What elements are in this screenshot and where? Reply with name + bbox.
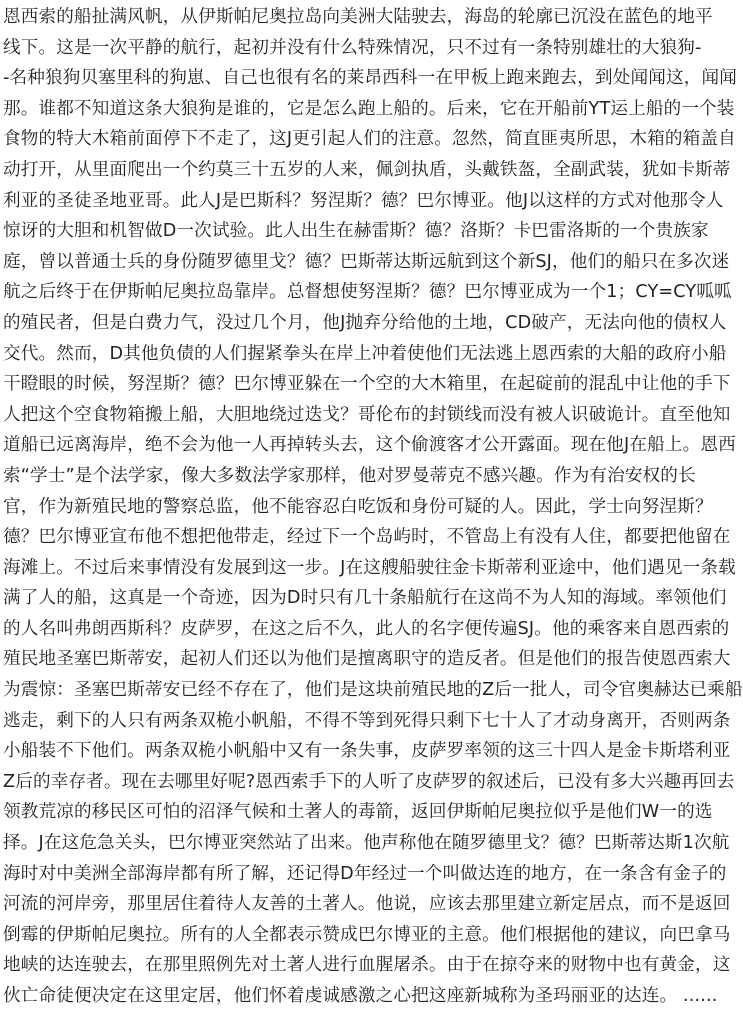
text-line: 动打开，从里面爬出一个约莫三十五岁的人来，佩剑执盾，头戴铁盔，全副武装，犹如卡斯蒂 bbox=[3, 159, 731, 180]
text-line: 择。J在这危急关头，巴尔博亚突然站了出来。他声称他在随罗德里戈？德？巴斯蒂达斯1次航 bbox=[3, 833, 730, 854]
text-line: 恩西索的船扯满风帆，从伊斯帕尼奥拉岛向美洲大陆驶去，海岛的轮廓已沉没在蓝色的地平 bbox=[3, 7, 713, 27]
text-line: 航之后终于在伊斯帕尼奥拉岛靠岸。总督想使努涅斯？德？巴尔博亚成为一个1；CY=CY呱呱 bbox=[3, 282, 732, 303]
text-line: 海时对中美洲全部海岸都有所了解，还记得D年经过一个叫做达连的地方，在一条含有金子的 bbox=[3, 863, 727, 884]
text-line: -名种狼狗贝塞里科的狗崽、自己也很有名的莱昂西科一在甲板上跑来跑去，到处闻闻这，闻闻 bbox=[3, 68, 737, 89]
text-line: 干瞪眼的时候，努涅斯？德？巴尔博亚躲在一个空的大木箱里，在起碇前的混乱中让他的手下 bbox=[3, 374, 731, 395]
text-line: Z后的幸存者。现在去哪里好呢?恩西索手下的人听了皮萨罗的叙述后，已没有多大兴趣再回去 bbox=[3, 771, 735, 792]
text-line: 地峡的达连驶去，在那里照例先对土著人进行血腥屠杀。由于在掠夺来的财物中也有黄金，这 bbox=[3, 955, 731, 976]
text-line: 庭，曾以普通士兵的身份随罗德里戈？德？巴斯蒂达斯远航到这个新SJ，他们的船只在多次迷 bbox=[3, 251, 730, 272]
text-line: 利亚的圣徒圣地亚哥。此人J是巴斯科？努涅斯？德？巴尔博亚。他J以这样的方式对他那令人 bbox=[3, 190, 724, 211]
text-line: 食物的特大木箱前面停下不走了，这J更引起人们的注意。忽然，简直匪夷所思，木箱的箱盖自 bbox=[3, 129, 736, 150]
text-line: 倒霉的伊斯帕尼奥拉。所有的人全都表示赞成巴尔博亚的主意。他们根据他的建议，向巴拿马 bbox=[3, 924, 731, 945]
text-line: 线下。这是一次平静的航行，起初并没有什么特殊情况，只不过有一条特别雄壮的大狼狗- bbox=[3, 37, 702, 58]
text-line: 索“学士”是个法学家，像大多数法学家那样，他对罗曼蒂克不感兴趣。作为有治安权的长 bbox=[3, 465, 696, 486]
text-line: 领教荒凉的移民区可怕的沼泽气候和土著人的毒箭，返回伊斯帕尼奥拉似乎是他们W一的选 bbox=[3, 802, 713, 823]
text-line: 为震惊：圣塞巴斯蒂安已经不存在了，他们是这块前殖民地的Z后一批人，司令官奥赫达已乘船 bbox=[3, 680, 743, 701]
text-line: 交代。然而，D其他负债的人们握紧拳头在岸上冲着使他们无法逃上恩西索的大船的政府小船 bbox=[3, 343, 727, 364]
text-line: 海滩上。不过后来事情没有发展到这一步。J在这艘船驶往金卡斯蒂利亚途中，他们遇见一条载 bbox=[3, 557, 736, 578]
text-line: 殖民地圣塞巴斯蒂安，起初人们还以为他们是擅离职守的造反者。但是他们的报告使恩西索大 bbox=[3, 649, 731, 670]
text-line: 逃走，剩下的人只有两条双桅小帆船，不得不等到死得只剩下七十人了才动身离开，否则两条 bbox=[3, 710, 731, 731]
text-line: 的殖民者，但是白费力气，没过几个月，他J抛弃分给他的土地，CD破产，无法向他的债权人 bbox=[3, 312, 727, 333]
text-line: 河流的河岸旁，那里居住着待人友善的土著人。他说，应该去那里建立新定居点，而不是返回 bbox=[3, 894, 731, 915]
text-line: 惊讶的大胆和机智做D一次试验。此人出生在赫雷斯？德？洛斯？卡巴雷洛斯的一个贵族家 bbox=[3, 221, 709, 242]
text-line: 官，作为新殖民地的警察总监，他不能容忍白吃饭和身份可疑的人。因此，学士向努涅斯？ bbox=[3, 496, 713, 517]
text-line: 满了人的船，这真是一个奇迹，因为D时只有几十条船航行在这尚不为人知的海域。率领他们 bbox=[3, 588, 727, 609]
article-body bbox=[3, 2, 743, 1012]
text-line: 人把这个空食物箱搬上船，大胆地绕过迭戈？哥伦布的封锁线而没有被人识破诡计。直至他知 bbox=[3, 404, 731, 425]
text-line: 伙亡命徒便决定在这里定居，他们怀着虔诚感激之心把这座新城称为圣玛丽亚的达连。 ...... bbox=[3, 986, 718, 1006]
text-line: 的人名叫弗朗西斯科？皮萨罗，在这之后不久，此人的名字便传遍SJ。他的乘客来自恩西索的 bbox=[3, 618, 730, 639]
text-line: 小船装不下他们。两条双桅小帆船中又有一条失事，皮萨罗率领的这三十四人是金卡斯塔利亚 bbox=[3, 741, 731, 762]
text-line: 道船已远离海岸，绝不会为他一人再掉转头去，这个偷渡客才公开露面。现在他J在船上。恩西 bbox=[3, 435, 736, 456]
text-line: 德？巴尔博亚宣布他不想把他带走，经过下一个岛屿时，不管岛上有没有人住，都要把他留在 bbox=[3, 527, 731, 548]
text-line: 那。谁都不知道这条大狼狗是谁的，它是怎么跑上船的。后来，它在开船前YT运上船的一个装 bbox=[3, 98, 735, 119]
